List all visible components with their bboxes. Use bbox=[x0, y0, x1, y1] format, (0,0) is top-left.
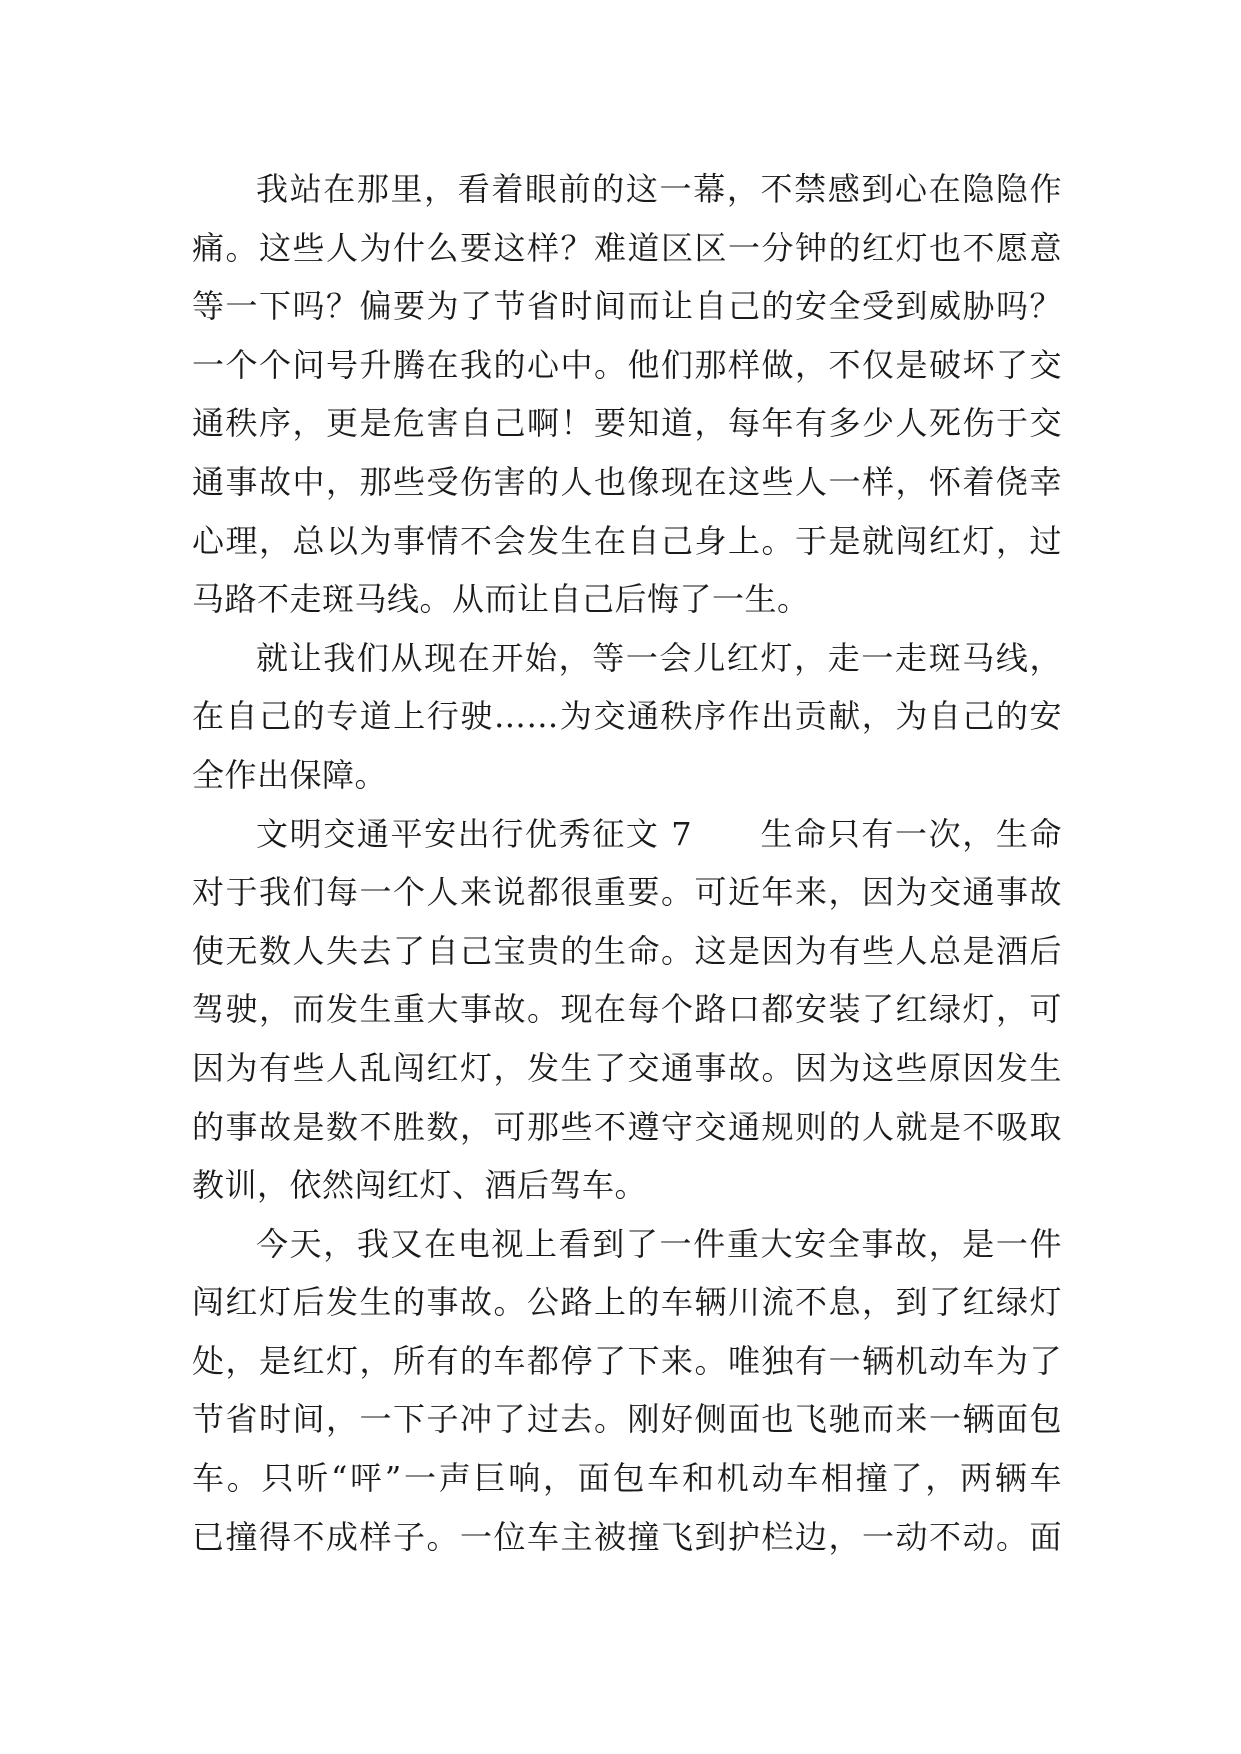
paragraph-3-line-6: 的事故是数不胜数，可那些不遵守交通规则的人就是不吸取 bbox=[192, 1107, 1062, 1146]
paragraph-4-line-5: 车。只听“呯”一声巨响，面包车和机动车相撞了，两辆车 bbox=[192, 1459, 1062, 1498]
paragraph-2-line-3: 全作出保障。 bbox=[192, 755, 388, 794]
paragraph-4-line-4: 节省时间，一下子冲了过去。刚好侧面也飞驰而来一辆面包 bbox=[192, 1400, 1062, 1439]
paragraph-4-line-2: 闯红灯后发生的事故。公路上的车辆川流不息，到了红绿灯 bbox=[192, 1283, 1062, 1322]
paragraph-1-line-2: 痛。这些人为什么要这样？难道区区一分钟的红灯也不愿意 bbox=[192, 228, 1062, 267]
paragraph-1-line-5: 通秩序，更是危害自己啊！要知道，每年有多少人死伤于交 bbox=[192, 404, 1062, 443]
paragraph-4-line-1: 今天，我又在电视上看到了一件重大安全事故，是一件 bbox=[256, 1224, 1062, 1263]
paragraph-1-line-8: 马路不走斑马线。从而让自己后悔了一生。 bbox=[192, 580, 810, 619]
paragraph-1-line-7: 心理，总以为事情不会发生在自己身上。于是就闯红灯，过 bbox=[192, 521, 1062, 560]
paragraph-1-line-1: 我站在那里，看着眼前的这一幕，不禁感到心在隐隐作 bbox=[256, 170, 1062, 208]
paragraph-4-line-6: 已撞得不成样子。一位车主被撞飞到护栏边，一动不动。面 bbox=[192, 1517, 1062, 1556]
paragraph-2-line-2: 在自己的专道上行驶……为交通秩序作出贡献，为自己的安 bbox=[192, 697, 1062, 736]
paragraph-1-line-3: 等一下吗？偏要为了节省时间而让自己的安全受到威胁吗？ bbox=[192, 287, 1062, 326]
paragraph-3-line-5: 因为有些人乱闯红灯，发生了交通事故。因为这些原因发生 bbox=[192, 1048, 1062, 1087]
paragraph-3-line-1: 文明交通平安出行优秀征文 7 生命只有一次，生命 bbox=[256, 814, 1062, 853]
paragraph-4-line-3: 处，是红灯，所有的车都停了下来。唯独有一辆机动车为了 bbox=[192, 1341, 1062, 1380]
document-body bbox=[192, 160, 1062, 1566]
paragraph-3-line-7: 教训，依然闯红灯、酒后驾车。 bbox=[192, 1166, 648, 1205]
paragraph-3-line-2: 对于我们每一个人来说都很重要。可近年来，因为交通事故 bbox=[192, 873, 1062, 912]
paragraph-3-line-3: 使无数人失去了自己宝贵的生命。这是因为有些人总是酒后 bbox=[192, 931, 1062, 970]
paragraph-1-line-4: 一个个问号升腾在我的心中。他们那样做，不仅是破坏了交 bbox=[192, 345, 1062, 384]
paragraph-1-line-6: 通事故中，那些受伤害的人也像现在这些人一样，怀着侥幸 bbox=[192, 462, 1062, 501]
paragraph-2-line-1: 就让我们从现在开始，等一会儿红灯，走一走斑马线， bbox=[256, 638, 1062, 677]
paragraph-3-line-4: 驾驶，而发生重大事故。现在每个路口都安装了红绿灯，可 bbox=[192, 990, 1062, 1029]
